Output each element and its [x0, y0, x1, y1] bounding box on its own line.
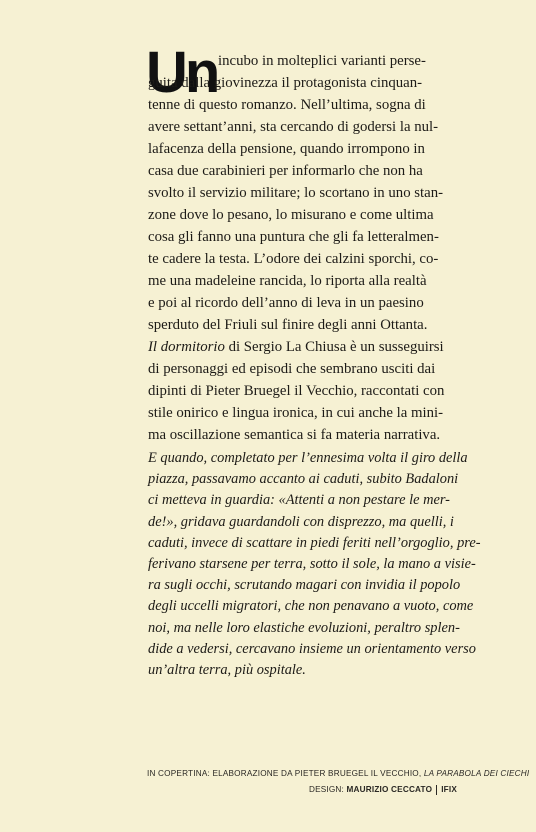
- dropcap: Un: [146, 40, 218, 105]
- synopsis-line: casa due carabinieri per informarlo che non ha: [148, 163, 423, 179]
- synopsis-line: avere settant’anni, sta cercando di godersi la nul-: [148, 119, 439, 135]
- quote-line: ra sugli occhi, scrutando magari con invidia il popolo: [148, 577, 461, 594]
- synopsis-line: cosa gli fanno una puntura che gli fa letteralmen-: [148, 229, 439, 245]
- design-credit: [147, 782, 477, 798]
- quote-line: dide a vedersi, cercavano insieme un orientamento verso: [148, 640, 476, 657]
- quote-line: degli uccelli migratori, che non penavano a vuoto, come: [148, 598, 474, 615]
- dropcap-line: [148, 72, 423, 94]
- book-title: Il dormitorio: [148, 339, 225, 355]
- synopsis-line: e poi al ricordo dell’anno di leva in un paesino: [148, 295, 424, 311]
- synopsis-line: di personaggi ed episodi che sembrano usciti dai: [148, 361, 436, 377]
- credits: [147, 766, 530, 798]
- synopsis-line: incubo in molteplici varianti perse-: [218, 53, 426, 69]
- synopsis-line: lafacenza della pensione, quando irrompono in: [148, 141, 425, 157]
- cover-credit: [147, 766, 530, 782]
- synopsis-line: me una madeleine rancida, lo riporta alla realtà: [148, 273, 427, 289]
- quote-line: de!», gridava guardandoli con disprezzo, ma quelli, i: [148, 513, 454, 530]
- cover-label: IN COPERTINA:: [147, 769, 210, 778]
- excerpt-quote: [148, 448, 481, 681]
- quote-line: ferivano starsene per terra, sotto il sole, la mano a visie-: [148, 555, 476, 572]
- synopsis-line: stile onirico e lingua ironica, in cui anche la mini-: [148, 405, 444, 421]
- quote-line: un’altra terra, più ospitale.: [148, 661, 306, 678]
- quote-line: ci metteva in guardia: «Attenti a non pestare le mer-: [148, 492, 450, 509]
- synopsis-text: [146, 40, 445, 446]
- cover-text: ELABORAZIONE DA PIETER BRUEGEL IL VECCHIO,: [209, 769, 424, 778]
- title-line-rest: di Sergio La Chiusa è un susseguirsi: [224, 339, 444, 355]
- studio-name: IFIX: [441, 785, 457, 794]
- synopsis-line: te cadere la testa. L’odore dei calzini sporchi, co-: [148, 251, 439, 267]
- quote-line: caduti, invece di scattare in piedi feriti nell’orgoglio, pre-: [148, 534, 481, 551]
- synopsis-line: ma oscillazione semantica si fa materia narrativa.: [148, 427, 441, 443]
- synopsis-title-line: [148, 336, 444, 358]
- designer-name: MAURIZIO CECCATO: [346, 785, 433, 794]
- synopsis-line: svolto il servizio militare; lo scortano in uno stan-: [148, 185, 444, 201]
- divider: [436, 785, 437, 795]
- quote-line: piazza, passavamo accanto ai caduti, subito Badaloni: [148, 471, 459, 488]
- quote-line: noi, ma nelle loro elastiche evoluzioni, peraltro splen-: [148, 619, 460, 636]
- synopsis-line: dipinti di Pieter Bruegel il Vecchio, raccontati con: [148, 383, 445, 399]
- synopsis-line: sperduto del Friuli sul finire degli anni Ottanta.: [148, 317, 428, 333]
- quote-line: E quando, completato per l’ennesima volta il giro della: [148, 450, 468, 466]
- synopsis-line: zone dove lo pesano, lo misurano e come ultima: [148, 207, 434, 223]
- synopsis-line: tenne di questo romanzo. Nell’ultima, sogna di: [148, 97, 426, 113]
- synopsis-line: guita dalla giovinezza il protagonista cinquan-: [148, 75, 423, 91]
- cover-work: LA PARABOLA DEI CIECHI: [423, 769, 530, 778]
- design-label: DESIGN:: [308, 785, 347, 794]
